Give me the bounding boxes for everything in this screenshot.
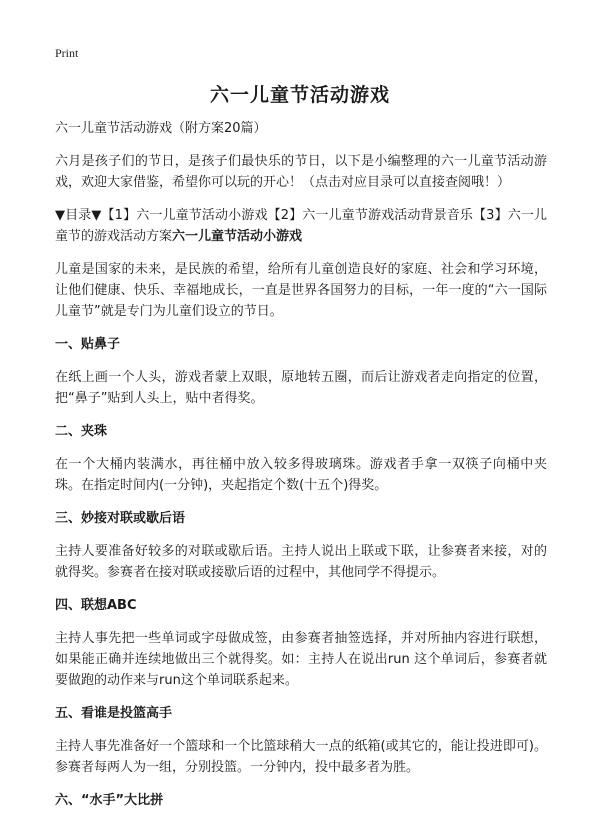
section-heading: 五、看谁是投篮高手 bbox=[55, 706, 173, 721]
section-body: 主持人事先准备好一个篮球和一个比篮球稍大一点的纸箱(或其它的，能让投进即可)。参赛者每两人为一组，分别投篮。一分钟内，投中最多者为胜。 bbox=[55, 739, 547, 775]
document-title: 六一儿童节活动游戏 bbox=[209, 84, 390, 106]
section-heading: 二、夹珠 bbox=[55, 424, 108, 439]
toc-current-section: 六一儿童节活动小游戏 bbox=[172, 229, 303, 244]
table-of-contents[interactable] bbox=[55, 205, 547, 247]
section-body: 在纸上画一个人头，游戏者蒙上双眼，原地转五圈，而后让游戏者走向指定的位置，把“鼻子”贴到人头上，贴中者得奖。 bbox=[55, 370, 547, 406]
lead-paragraph: 儿童是国家的未来，是民族的希望，给所有儿童创造良好的家庭、社会和学习环境，让他们健康、快乐、幸福地成长，一直是世界各国努力的目标，一年一度的“六一国际儿童节”就是专门为儿童们设立的节日。 bbox=[55, 262, 547, 319]
print-link[interactable]: Print bbox=[55, 46, 79, 60]
document-body bbox=[55, 118, 547, 823]
section-heading: 六、“水手”大比拼 bbox=[55, 793, 164, 808]
document-subtitle: 六一儿童节活动游戏（附方案20篇） bbox=[55, 121, 267, 136]
section-body: 主持人事先把一些单词或字母做成签，由参赛者抽签选择，并对所抽内容进行联想，如果能正确并连续地做出三个就得奖。如：主持人在说出run 这个单词后，参赛者就要做跑的动作来与run这个单词联系起来。 bbox=[55, 631, 547, 688]
intro-paragraph: 六月是孩子们的节日，是孩子们最快乐的节日，以下是小编整理的六一儿童节活动游戏，欢迎大家借鉴，希望你可以玩的开心！（点击对应目录可以直接查阅哦！） bbox=[55, 154, 547, 190]
section-heading: 一、贴鼻子 bbox=[55, 337, 121, 352]
section-heading: 三、妙接对联或歇后语 bbox=[55, 511, 186, 526]
section-body: 主持人要准备好较多的对联或歇后语。主持人说出上联或下联，让参赛者来接，对的就得奖。参赛者在接对联或接歇后语的过程中，其他同学不得提示。 bbox=[55, 544, 547, 580]
toc-links[interactable]: ▼目录▼【1】六一儿童节活动小游戏【2】六一儿童节游戏活动背景音乐【3】六一儿童节的游戏活动方案 bbox=[55, 208, 547, 244]
section-heading: 四、联想ABC bbox=[55, 598, 137, 613]
section-body: 在一个大桶内装满水，再往桶中放入较多得玻璃珠。游戏者手拿一双筷子向桶中夹珠。在指定时间内(一分钟)，夹起指定个数(十五个)得奖。 bbox=[55, 457, 547, 493]
